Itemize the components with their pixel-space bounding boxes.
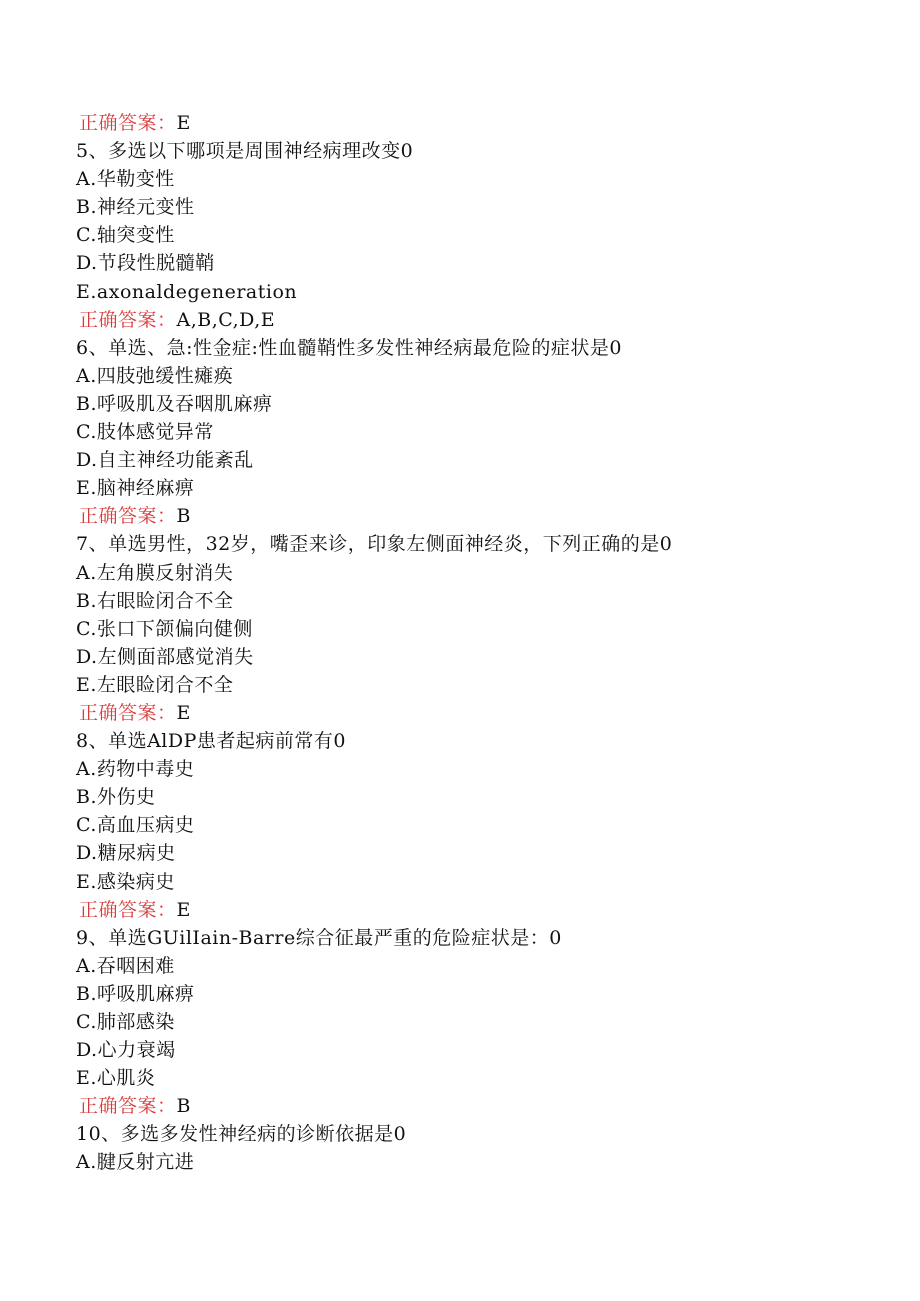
option-text: D.自主神经功能紊乱 xyxy=(76,449,254,472)
option-text: C.轴突变性 xyxy=(76,224,175,247)
option-text: E.感染病史 xyxy=(76,870,175,893)
option-text: A.四肢弛缓性瘫痪 xyxy=(76,364,234,387)
option-text: D.心力衰竭 xyxy=(76,1039,176,1062)
answer-value: E xyxy=(176,112,191,134)
answer-value: B xyxy=(176,1095,191,1118)
answer-line xyxy=(76,1092,876,1120)
option-text: C.张口下颌偏向健侧 xyxy=(76,617,253,640)
answer-line xyxy=(76,502,876,530)
question-text: 6、单选、急:性金症:性血髓鞘性多发性神经病最危险的症状是0 xyxy=(76,336,622,359)
option-text: E.心肌炎 xyxy=(76,1067,156,1090)
option-text: B.神经元变性 xyxy=(76,196,195,219)
question-text: 7、单选男性，32岁，嘴歪来诊，印象左侧面神经炎，下列正确的是0 xyxy=(76,533,673,556)
answer-label: 正确答案： xyxy=(79,898,177,921)
answer-label: 正确答案： xyxy=(79,112,177,134)
answer-value: E xyxy=(176,701,191,724)
answer-line xyxy=(76,109,876,137)
option-text: A.华勒变性 xyxy=(76,168,175,191)
option-text: E.axonaldegeneration xyxy=(76,280,298,303)
option-text: A.吞咽困难 xyxy=(76,954,175,977)
option-text: A.腱反射亢进 xyxy=(76,1151,195,1174)
option-text: C.高血压病史 xyxy=(76,814,195,837)
option-text: D.糖尿病史 xyxy=(76,842,176,865)
option-text: E.左眼睑闭合不全 xyxy=(76,673,234,696)
answer-line xyxy=(76,896,876,924)
answer-label: 正确答案： xyxy=(79,1095,177,1118)
answer-value: A,B,C,D,E xyxy=(176,308,276,331)
option-text: B.呼吸肌及吞咽肌麻痹 xyxy=(76,392,273,415)
question-text: 5、多选以下哪项是周围神经病理改变0 xyxy=(76,140,414,163)
question-text: 10、多选多发性神经病的诊断依据是0 xyxy=(76,1123,407,1146)
option-text: A.左角膜反射消失 xyxy=(76,561,234,584)
answer-label: 正确答案： xyxy=(79,308,177,331)
answer-value: E xyxy=(176,898,191,921)
answer-line xyxy=(76,699,876,727)
option-text: C.肢体感觉异常 xyxy=(76,421,214,444)
option-text: D.节段性脱髓鞘 xyxy=(76,252,215,275)
option-text: B.呼吸肌麻痹 xyxy=(76,982,195,1005)
answer-label: 正确答案： xyxy=(79,505,177,528)
answer-value: B xyxy=(176,505,191,528)
answer-label: 正确答案： xyxy=(79,701,177,724)
option-text: A.药物中毒史 xyxy=(76,758,195,781)
question-text: 8、单选AlDP患者起病前常有0 xyxy=(76,730,346,753)
question-text: 9、单选GUilIain-Barre综合征最严重的危险症状是：0 xyxy=(76,926,562,949)
question-list xyxy=(76,109,876,1177)
option-text: E.脑神经麻痹 xyxy=(76,477,195,500)
option-text: B.外伤史 xyxy=(76,786,156,809)
option-text: D.左侧面部感觉消失 xyxy=(76,645,254,668)
answer-line xyxy=(76,306,876,334)
option-text: C.肺部感染 xyxy=(76,1011,175,1033)
option-text: B.右眼睑闭合不全 xyxy=(76,589,234,612)
